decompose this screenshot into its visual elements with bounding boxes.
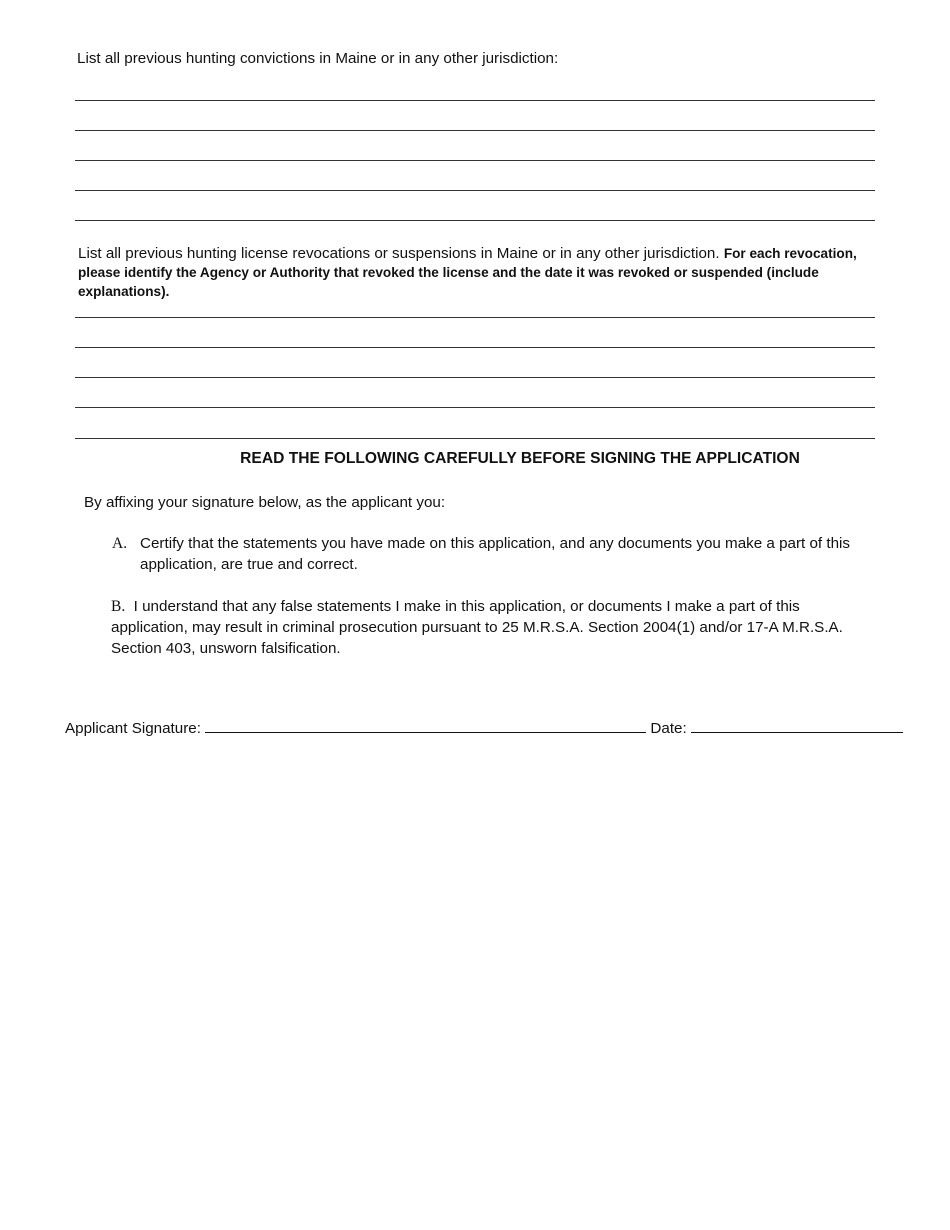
revocations-prompt-paragraph	[78, 244, 883, 301]
date-field[interactable]	[691, 718, 903, 733]
signature-field[interactable]	[205, 718, 646, 733]
convictions-entry-line-4[interactable]	[75, 190, 875, 191]
signature-label: Applicant Signature:	[65, 720, 201, 737]
convictions-entry-line-2[interactable]	[75, 130, 875, 131]
item-a-text: Certify that the statements you have made on this application, and any documents you make a part of this application, are true and correct.	[140, 535, 850, 573]
convictions-entry-line-3[interactable]	[75, 160, 875, 161]
revocations-prompt: List all previous hunting license revocations or suspensions in Maine or in any other jurisdiction.	[78, 245, 720, 262]
declaration-item-b	[111, 596, 871, 659]
revocations-entry-line-1[interactable]	[75, 317, 875, 318]
item-b-marker: B.	[111, 598, 126, 615]
declaration-intro: By affixing your signature below, as the applicant you:	[84, 494, 446, 511]
convictions-entry-line-1[interactable]	[75, 100, 875, 101]
signature-row	[65, 718, 925, 739]
revocations-instruction: For each revocation, please identify the Agency or Authority that revoked the license and the date it was revoked or suspended (include explanations).	[78, 246, 857, 299]
revocations-entry-line-2[interactable]	[75, 347, 875, 348]
declaration-heading: READ THE FOLLOWING CAREFULLY BEFORE SIGNING THE APPLICATION	[240, 450, 800, 467]
item-b-text: I understand that any false statements I make in this application, or documents I make a part of this application, may result in criminal prosecution pursuant to 25 M.R.S.A. Section 2004(1) and/or 17-A M.R.S.A. Section 403, unsworn falsification.	[111, 598, 843, 657]
convictions-entry-line-5[interactable]	[75, 220, 875, 221]
date-label: Date:	[650, 720, 687, 737]
revocations-entry-line-3[interactable]	[75, 377, 875, 378]
item-a-marker: A.	[112, 535, 128, 552]
convictions-prompt: List all previous hunting convictions in Maine or in any other jurisdiction:	[77, 50, 559, 67]
revocations-entry-line-5[interactable]	[75, 438, 875, 439]
revocations-entry-line-4[interactable]	[75, 407, 875, 408]
